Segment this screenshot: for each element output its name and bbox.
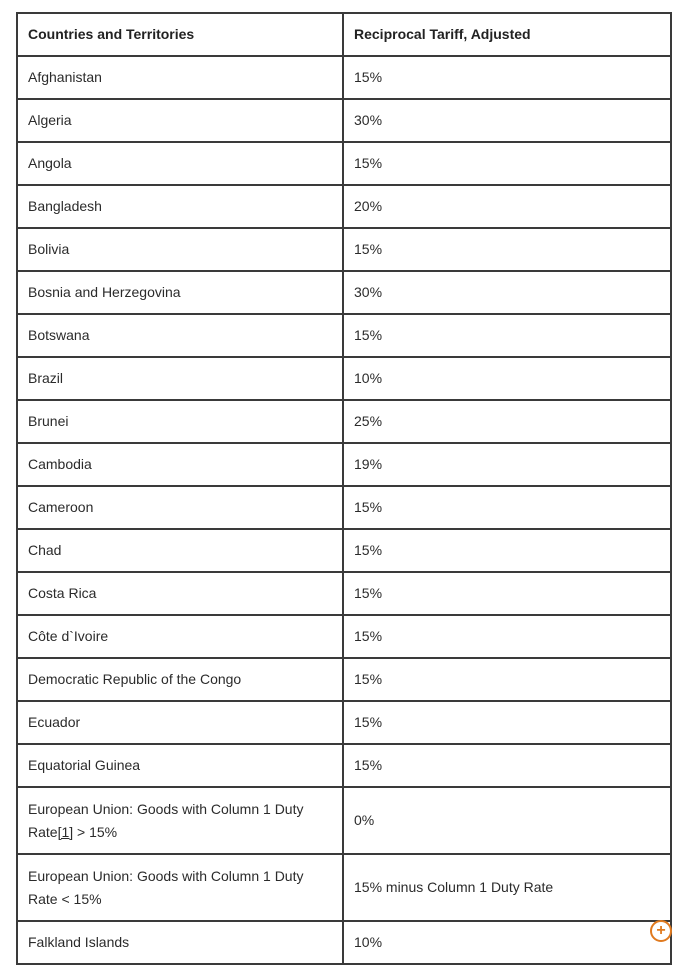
table-row: [17, 142, 671, 185]
table-row: [17, 271, 671, 314]
tariff-cell: 15%: [343, 615, 671, 658]
tariff-cell: 15% minus Column 1 Duty Rate: [343, 854, 671, 921]
table-row: [17, 443, 671, 486]
tariff-cell: 15%: [343, 486, 671, 529]
table-row: [17, 787, 671, 854]
country-cell: Bangladesh: [17, 185, 343, 228]
tariff-cell: 0%: [343, 787, 671, 854]
country-cell: Angola: [17, 142, 343, 185]
table-row: [17, 854, 671, 921]
table-row: [17, 615, 671, 658]
table-row: [17, 572, 671, 615]
footnote-link[interactable]: [1]: [57, 823, 74, 840]
tariff-cell: 10%: [343, 921, 671, 964]
country-cell: Cambodia: [17, 443, 343, 486]
country-cell: Côte d`Ivoire: [17, 615, 343, 658]
table-row: [17, 99, 671, 142]
tariff-cell: 15%: [343, 529, 671, 572]
country-cell: Ecuador: [17, 701, 343, 744]
country-cell: Afghanistan: [17, 56, 343, 99]
tariff-cell: 15%: [343, 142, 671, 185]
country-cell: Bolivia: [17, 228, 343, 271]
table-row: [17, 486, 671, 529]
table-row: [17, 228, 671, 271]
country-cell: Costa Rica: [17, 572, 343, 615]
table-row: [17, 56, 671, 99]
tariff-cell: 15%: [343, 314, 671, 357]
country-cell: Brunei: [17, 400, 343, 443]
table-row: [17, 357, 671, 400]
country-cell: Bosnia and Herzegovina: [17, 271, 343, 314]
country-cell: Brazil: [17, 357, 343, 400]
tariff-cell: 15%: [343, 56, 671, 99]
tariff-cell: 15%: [343, 744, 671, 787]
header-countries: Countries and Territories: [17, 13, 343, 56]
country-cell: European Union: Goods with Column 1 Duty Rate < 15%: [17, 854, 343, 921]
table-row: [17, 314, 671, 357]
table-row: [17, 658, 671, 701]
tariff-table: [16, 12, 672, 965]
country-cell: Falkland Islands: [17, 921, 343, 964]
table-header-row: [17, 13, 671, 56]
country-cell: Chad: [17, 529, 343, 572]
country-cell: Cameroon: [17, 486, 343, 529]
tariff-cell: 20%: [343, 185, 671, 228]
header-tariff: Reciprocal Tariff, Adjusted: [343, 13, 671, 56]
tariff-cell: 15%: [343, 701, 671, 744]
country-cell: Democratic Republic of the Congo: [17, 658, 343, 701]
table-row: [17, 400, 671, 443]
tariff-cell: 10%: [343, 357, 671, 400]
tariff-cell: 30%: [343, 271, 671, 314]
zoom-in-icon[interactable]: +: [650, 920, 672, 942]
table-row: [17, 744, 671, 787]
country-text: European Union: Goods with Column 1 Duty Rate: [28, 800, 304, 840]
table-row: [17, 529, 671, 572]
tariff-cell: 15%: [343, 572, 671, 615]
tariff-cell: 25%: [343, 400, 671, 443]
table-row: [17, 921, 671, 964]
tariff-cell: 15%: [343, 228, 671, 271]
table-row: [17, 185, 671, 228]
country-text-suffix: > 15%: [73, 823, 118, 840]
tariff-cell: 15%: [343, 658, 671, 701]
country-cell: Botswana: [17, 314, 343, 357]
country-cell: [17, 787, 343, 854]
table-row: [17, 701, 671, 744]
tariff-cell: 19%: [343, 443, 671, 486]
country-cell: Algeria: [17, 99, 343, 142]
country-cell: Equatorial Guinea: [17, 744, 343, 787]
tariff-cell: 30%: [343, 99, 671, 142]
